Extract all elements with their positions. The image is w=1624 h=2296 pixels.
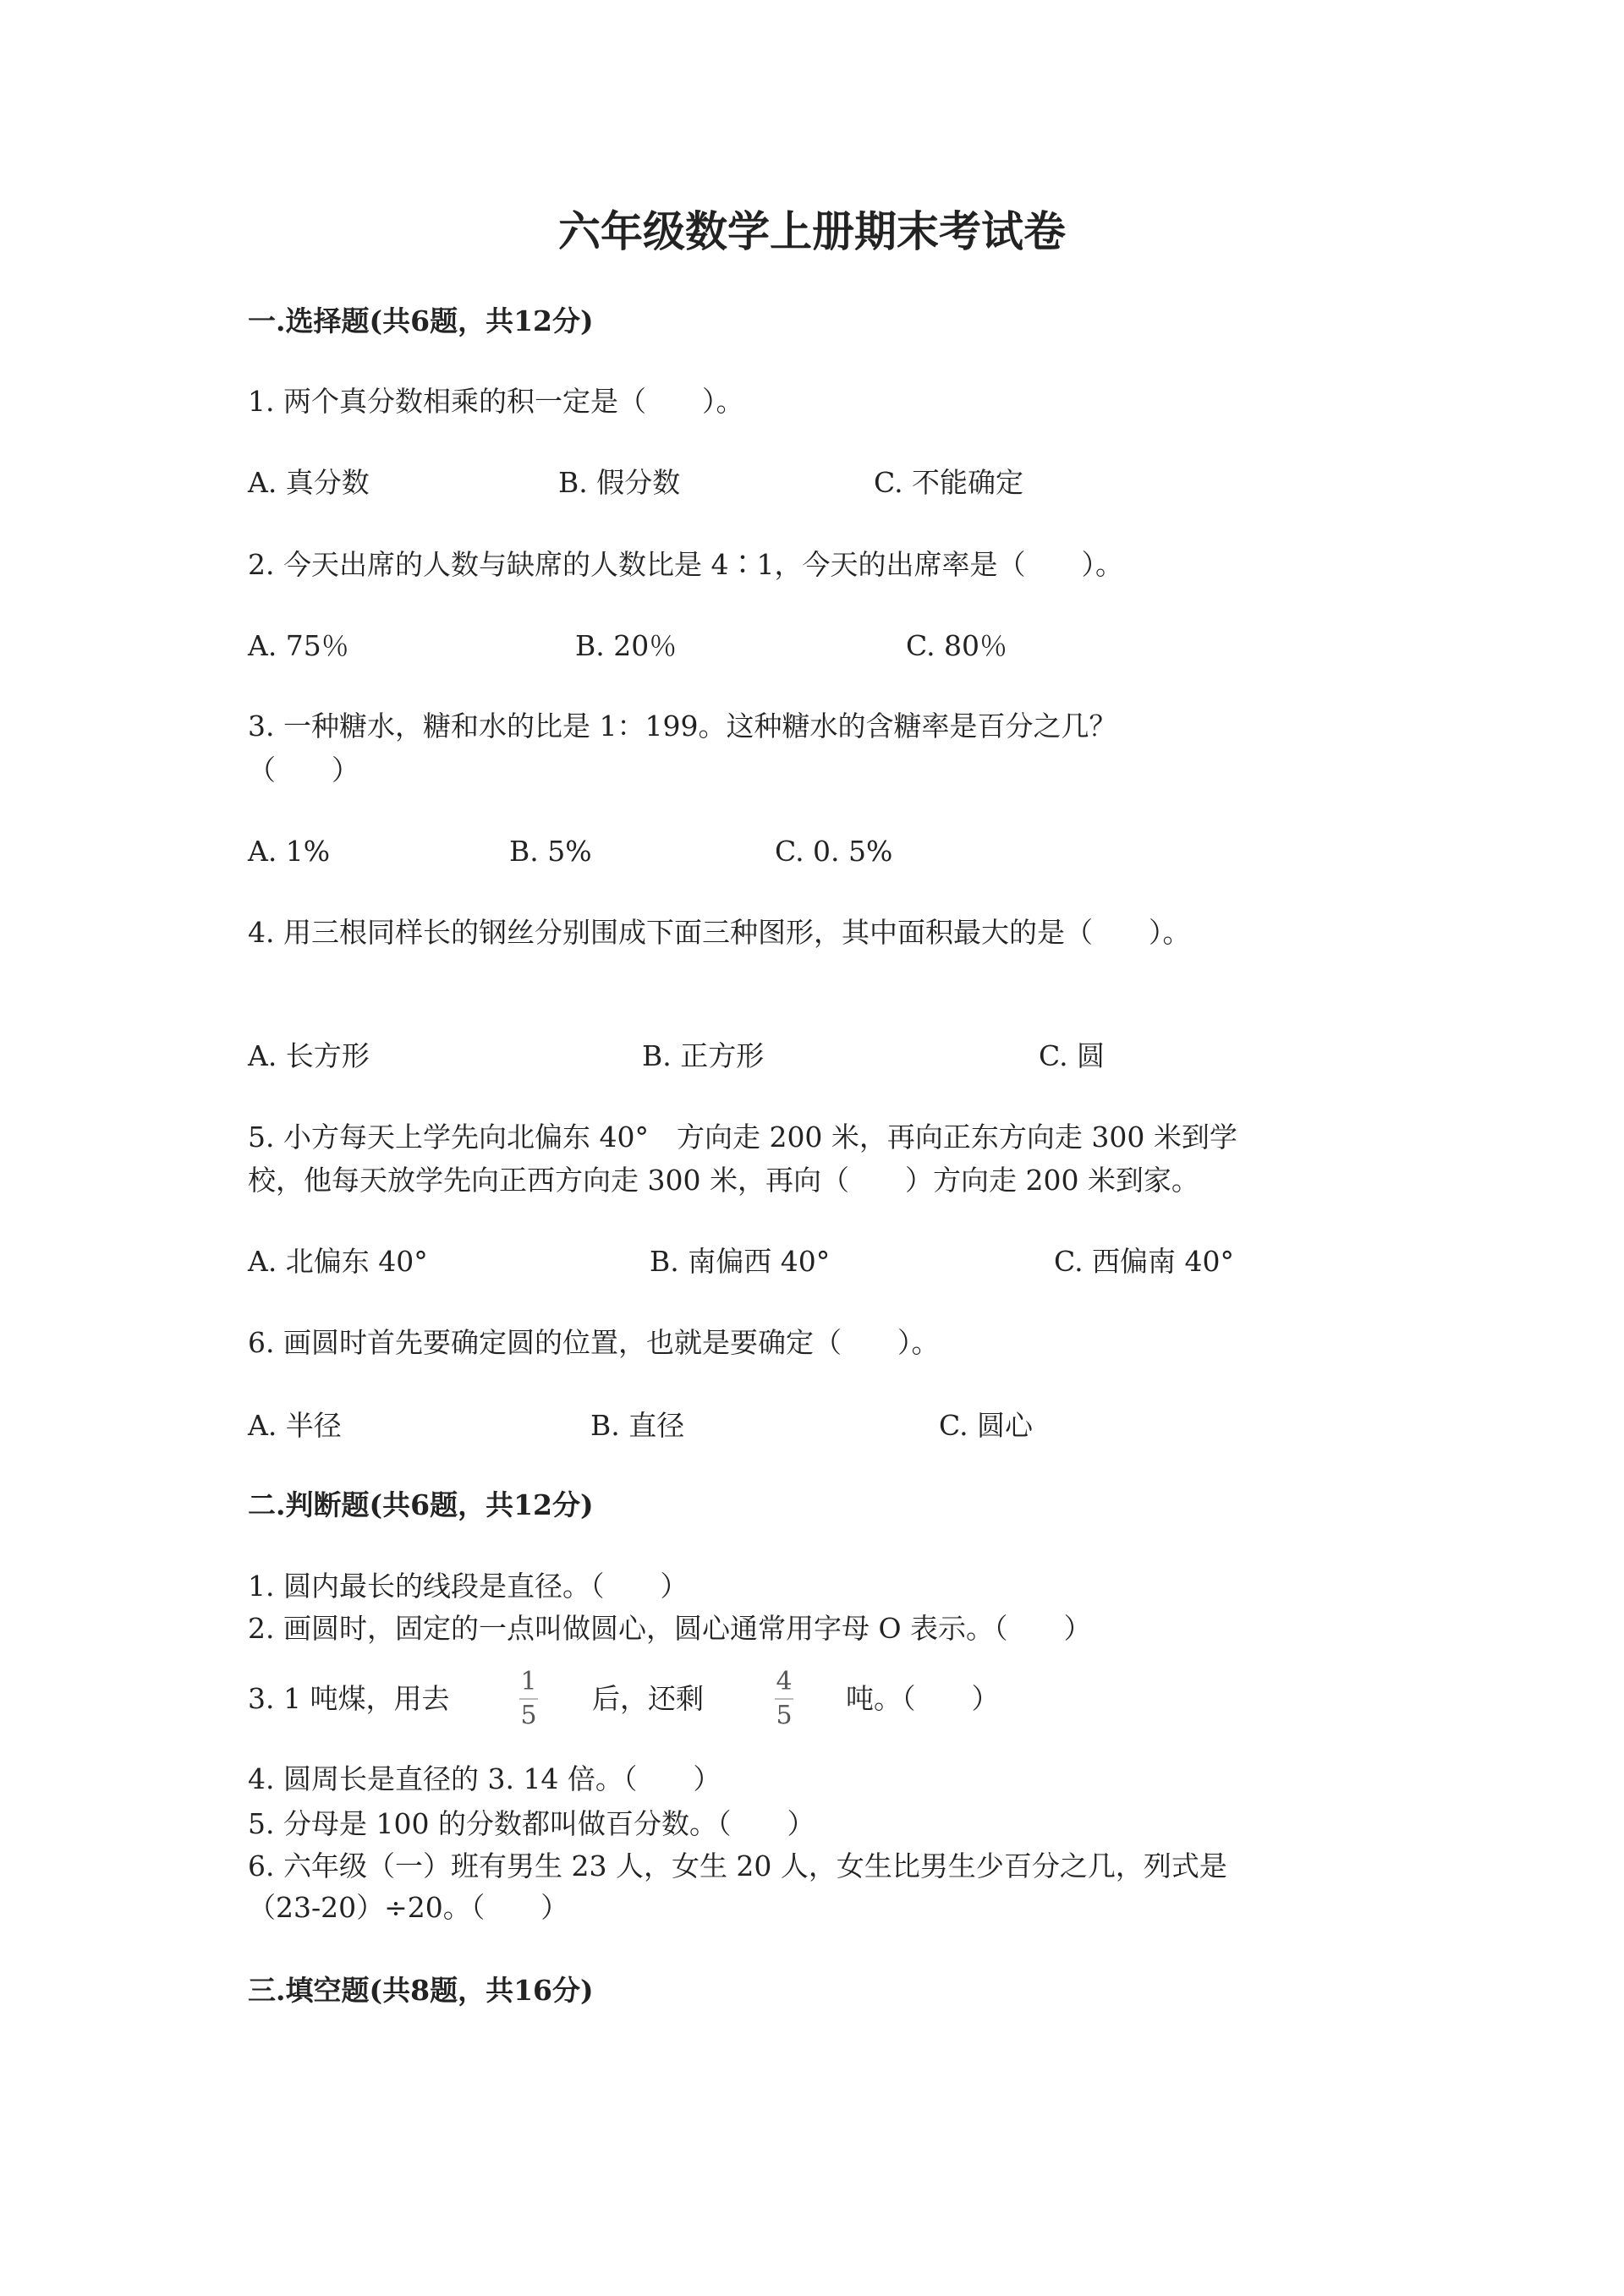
option-b: B. 南偏西 40° [650, 1245, 831, 1278]
section-heading-fill: 三.填空题(共8题，共16分) [248, 1974, 594, 2007]
option-b: B. 正方形 [642, 1039, 765, 1072]
question-text-cont: （ ） [248, 753, 359, 786]
judge-item: 4. 圆周长是直径的 3. 14 倍。（ ） [248, 1762, 721, 1795]
fraction-numerator: 4 [776, 1667, 793, 1696]
question-text: 4. 用三根同样长的钢丝分别围成下面三种图形，其中面积最大的是（ ）。 [248, 916, 1191, 949]
option-b: B. 5% [509, 835, 592, 868]
option-c: C. 西偏南 40° [1054, 1245, 1235, 1278]
question-text: 6. 画圆时首先要确定圆的位置，也就是要确定（ ）。 [248, 1326, 940, 1359]
fraction-one-fifth [519, 1668, 538, 1730]
option-b: B. 直径 [590, 1409, 685, 1442]
judge-item-3-part2: 后，还剩 [592, 1682, 704, 1715]
fraction-denominator: 5 [520, 1701, 537, 1730]
page-title: 六年级数学上册期末考试卷 [558, 206, 1066, 256]
judge-item: 2. 画圆时，固定的一点叫做圆心，圆心通常用字母 O 表示。（ ） [248, 1612, 1092, 1645]
option-c: C. 80％ [906, 629, 1008, 662]
option-a: A. 1% [248, 835, 331, 868]
fraction-four-fifths [775, 1668, 793, 1730]
fraction-numerator: 1 [520, 1667, 537, 1696]
option-c: C. 不能确定 [874, 466, 1024, 499]
judge-item-3-part1: 3. 1 吨煤，用去 [248, 1682, 450, 1715]
question-text: 3. 一种糖水，糖和水的比是 1：199。这种糖水的含糖率是百分之几？ [248, 710, 1117, 743]
option-b: B. 假分数 [558, 466, 681, 499]
judge-item: 1. 圆内最长的线段是直径。（ ） [248, 1570, 689, 1603]
question-text: 5. 小方每天上学先向北偏东 40° 方向走 200 米，再向正东方向走 300 米到学 [248, 1121, 1237, 1153]
judge-item-3-part3: 吨。（ ） [846, 1682, 1000, 1715]
option-a: A. 半径 [248, 1409, 342, 1442]
option-c: C. 圆 [1039, 1039, 1106, 1072]
section-heading-judge: 二.判断题(共6题，共12分) [248, 1488, 594, 1521]
question-text-cont: 校，他每天放学先向正西方向走 300 米，再向（ ）方向走 200 米到家。 [248, 1164, 1199, 1197]
option-a: A. 75％ [248, 629, 349, 662]
option-a: A. 真分数 [248, 466, 370, 499]
judge-item: 6. 六年级（一）班有男生 23 人，女生 20 人，女生比男生少百分之几，列式是 [248, 1849, 1227, 1882]
fraction-denominator: 5 [776, 1701, 793, 1730]
option-a: A. 北偏东 40° [248, 1245, 428, 1278]
section-heading-choice: 一.选择题(共6题，共12分) [248, 304, 594, 337]
option-c: C. 圆心 [939, 1409, 1034, 1442]
option-b: B. 20％ [575, 629, 678, 662]
judge-item: 5. 分母是 100 的分数都叫做百分数。（ ） [248, 1807, 815, 1840]
question-text: 2. 今天出席的人数与缺席的人数比是 4∶1，今天的出席率是（ ）。 [248, 548, 1123, 581]
judge-item-cont: （23-20）÷20。（ ） [248, 1891, 569, 1924]
fraction-bar [519, 1698, 538, 1700]
fraction-bar [775, 1698, 793, 1700]
option-c: C. 0. 5% [775, 835, 893, 868]
option-a: A. 长方形 [248, 1039, 370, 1072]
question-text: 1. 两个真分数相乘的积一定是（ ）。 [248, 385, 744, 418]
